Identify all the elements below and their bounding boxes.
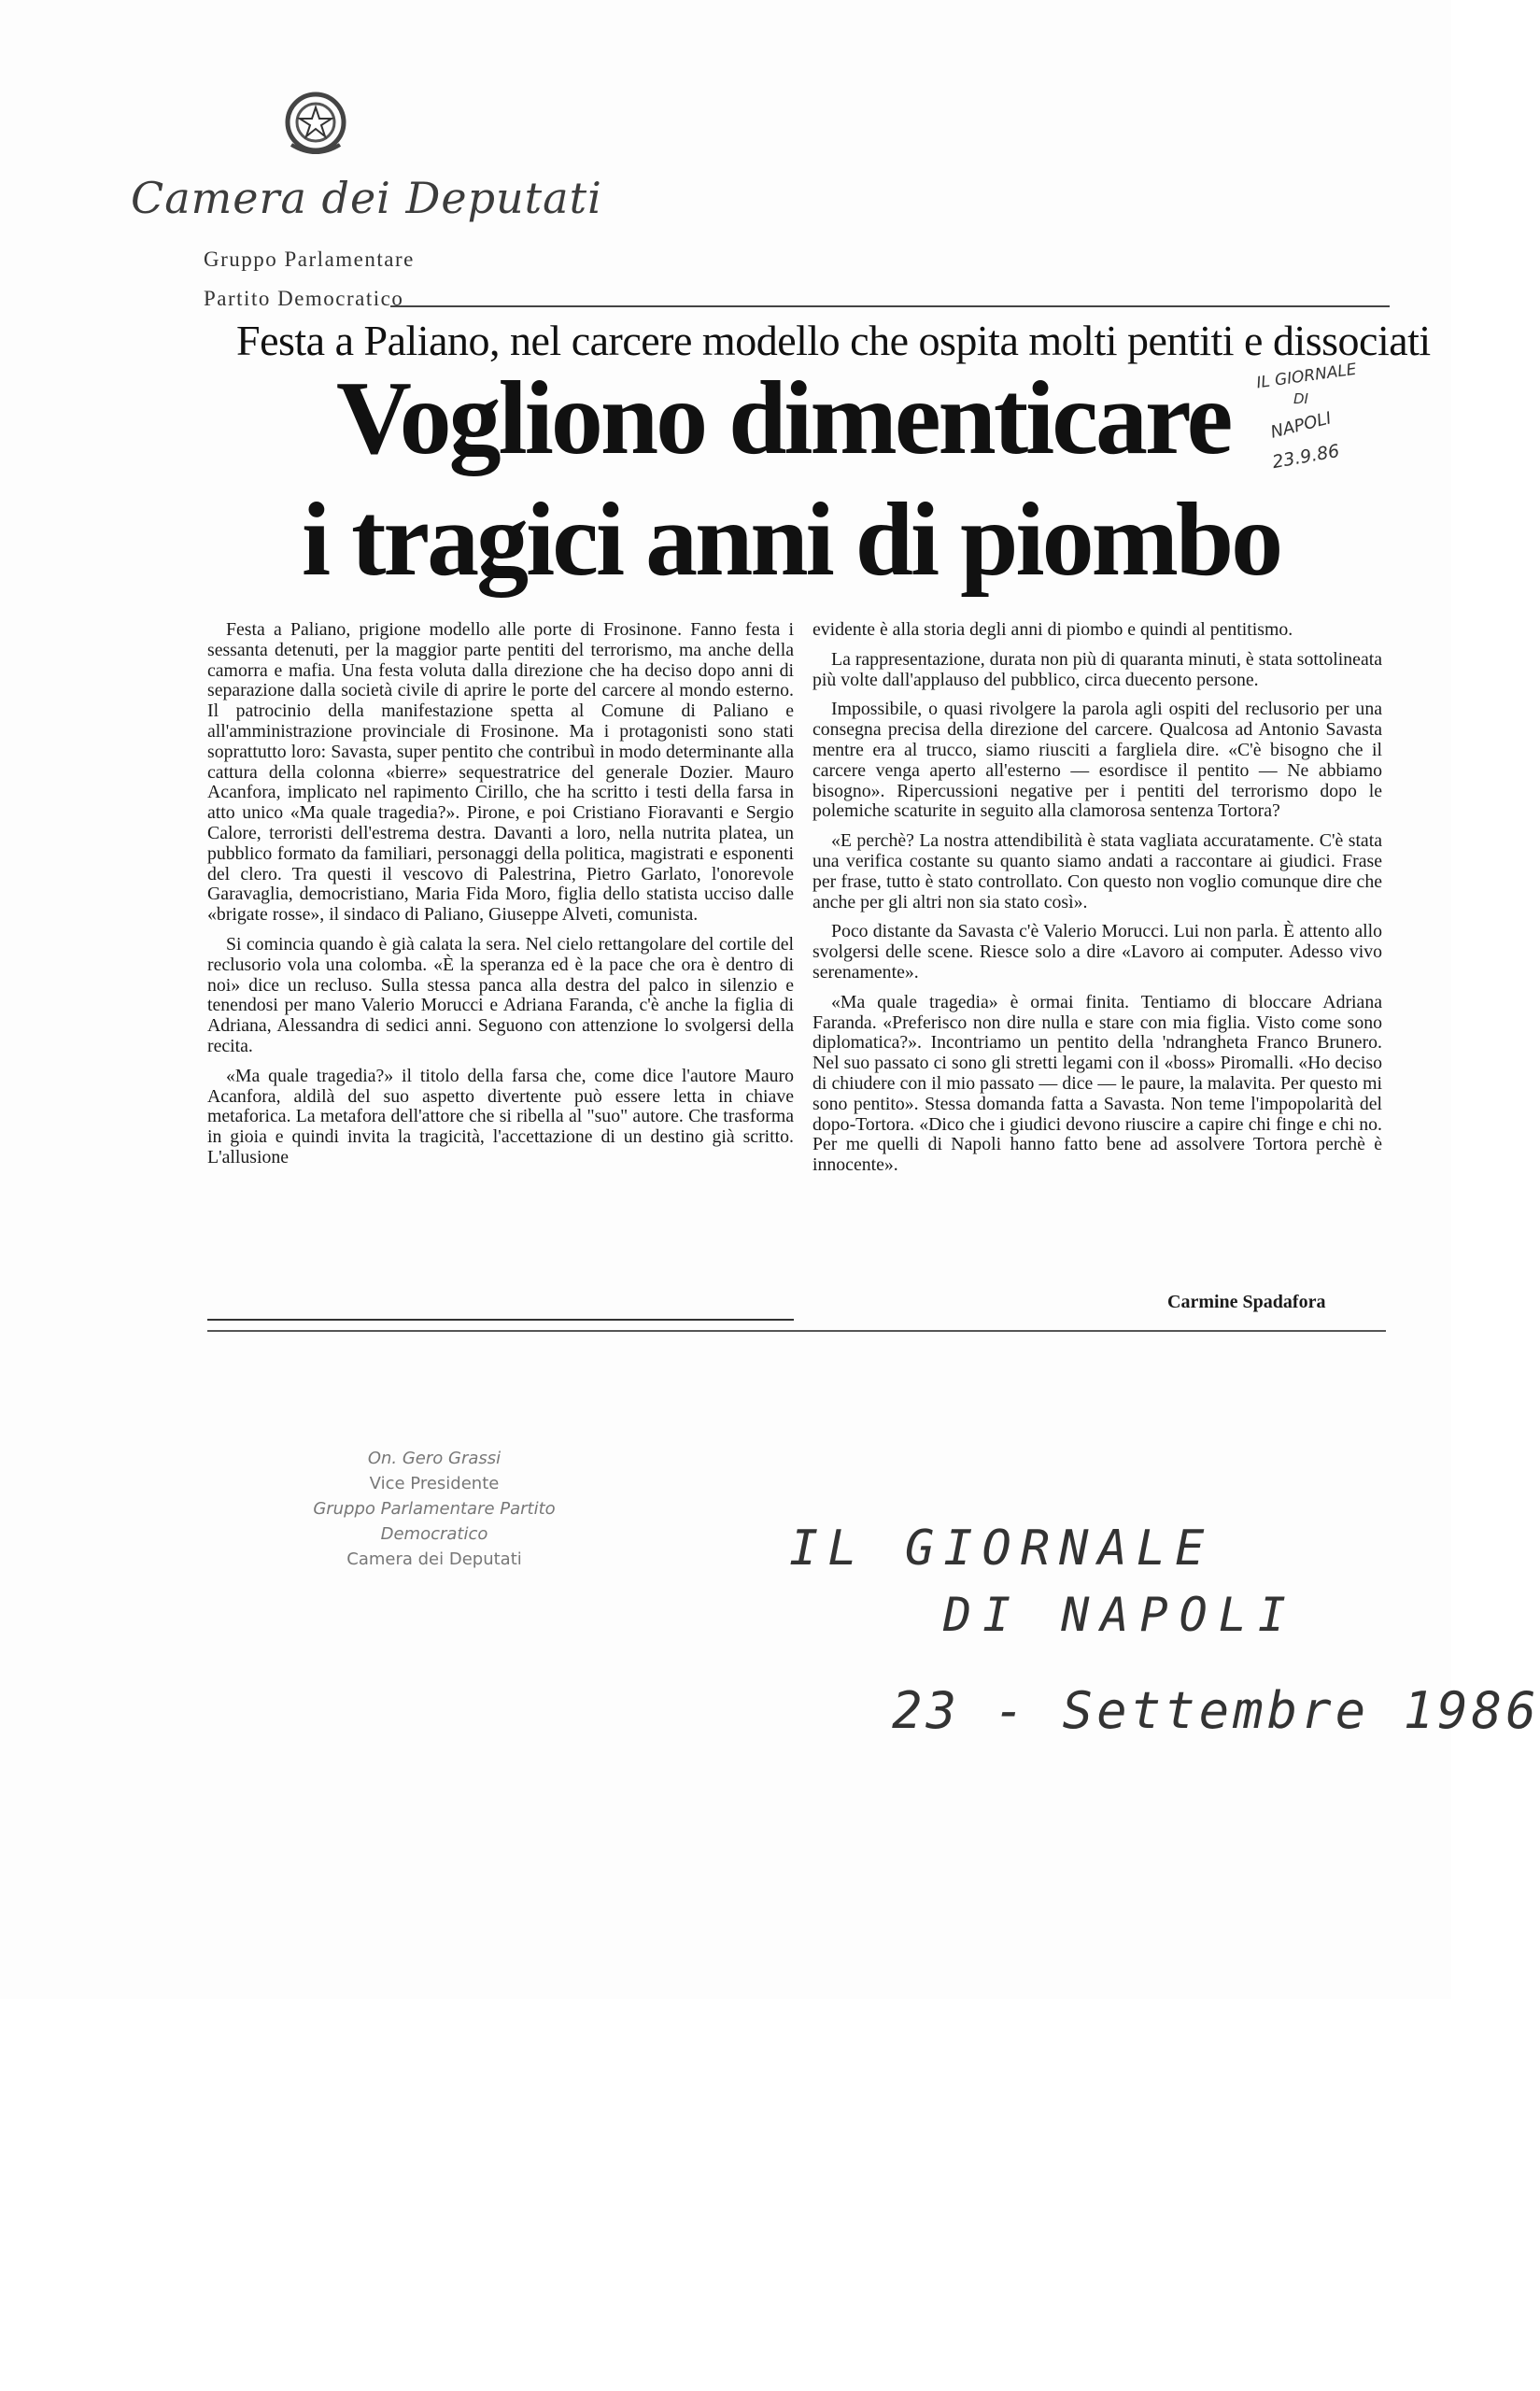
margin-note-newspaper: IL GIORNALE	[1255, 360, 1358, 393]
headline-line-2: i tragici anni di piombo	[302, 482, 1281, 598]
article-right-column	[812, 620, 1382, 1185]
office-stamp	[280, 1446, 588, 1572]
handwritten-newspaper: IL GIORNALE	[789, 1521, 1214, 1577]
paragraph: «E perchè? La nostra attendibilità è stata vagliata accuratamente. C'è stata una verifica costante su quanto siamo andati a raccontare ai giudici. Frase per frase, tutto è stato controllato. Con questo non voglio comunque dire che anche per gli altri non sia stato così».	[812, 830, 1382, 913]
party-name: Partito Democratico	[204, 287, 404, 310]
column-rule	[207, 1319, 794, 1321]
paragraph: Poco distante da Savasta c'è Valerio Morucci. Lui non parla. È attento allo svolgersi delle scene. Riesce solo a dire «Lavoro ai computer. Adesso vivo serenamente».	[812, 921, 1382, 983]
header-rule	[390, 305, 1390, 307]
article-left-column	[207, 620, 794, 1178]
group-name: Gruppo Parlamentare	[204, 248, 415, 271]
italian-republic-emblem-icon	[278, 89, 353, 160]
margin-note-di: DI	[1293, 390, 1308, 407]
stamp-group: Gruppo Parlamentare Partito Democratico	[313, 1499, 556, 1544]
stamp-role: Vice Presidente	[369, 1474, 500, 1493]
paragraph: Festa a Paliano, prigione modello alle porte di Frosinone. Fanno festa i sessanta detenuti, per la maggior parte pentiti del terrorismo, ma anche della camorra e mafia. Una festa voluta dalla direzione che ha deciso dopo anni di separazione dalla società civile di aprire le porte del carcere al mondo esterno. Il patrocinio della manifestazione spetta al Comune di Paliano e all'amministrazione provinciale di Frosinone. Ma i protagonisti sono stati soprattutto loro: Savasta, super pentito che contribuì in modo determinante alla cattura della colonna «bierre» sequestratrice del generale Dozier. Mauro Acanfora, implicato nel rapimento Cirillo, che ha scritto i testi della farsa in atto unico «Ma quale tragedia?». Pirone, e poi Cristiano Fioravanti e Sergio Calore, terroristi dell'estrema destra. Davanti a loro, nella nutrita platea, un pubblico formato da familiari, personaggi della politica, magistrati e esponenti del clero. Tra questi il vescovo di Palestrina, Pietro Garlato, l'onorevole Garavaglia, democristiano, Maria Fida Moro, figlia dello statista ucciso dalle «brigate rosse», il sindaco di Paliano, Giuseppe Alveti, comunista.	[207, 619, 794, 926]
article-kicker: Festa a Paliano, nel carcere modello che ospita molti pentiti e dissociati	[236, 317, 1431, 364]
margin-note-city: NAPOLI	[1268, 408, 1334, 443]
stamp-chamber: Camera dei Deputati	[346, 1549, 522, 1569]
paragraph: Impossibile, o quasi rivolgere la parola agli ospiti del reclusorio per una consegna precisa della direzione del carcere. Qualcosa ad Antonio Savasta mentre era al trucco, siamo riusciti a fargliela dire. «C'è bisogno che il carcere venga aperto all'esterno — esordisce il pentito — Ne abbiamo bisogno». Ripercussioni negative per i pentiti del terrorismo dopo le polemiche scaturite in seguito alla clamorosa sentenza Tortora?	[812, 699, 1382, 822]
paragraph: Si comincia quando è già calata la sera. Nel cielo rettangolare del cortile del reclusorio vola una colomba. «È la speranza ed è la pace che ora è dentro di noi» dice un recluso. Sulla stessa panca alla destra del palco in silenzio e tenendosi per mano Valerio Morucci e Adriana Faranda, c'è anche la figlia di Adriana, Alessandra di sedici anni. Seguono con attenzione lo svolgersi della recita.	[207, 933, 794, 1056]
paragraph: «Ma quale tragedia?» il titolo della farsa che, come dice l'autore Mauro Acanfora, aldilà del suo aspetto divertente può essere letta in chiave metaforica. La metafora dell'attore che si ribella al "suo" autore. Che trasforma in gioia e quindi invita la tragicità, l'accettazione di un destino già scritto. L'allusione	[207, 1065, 794, 1167]
paragraph: «Ma quale tragedia» è ormai finita. Tentiamo di bloccare Adriana Faranda. «Preferisco non dire nulla e stare con mia figlia. Visto come sono diplomatica?». Incontriamo un pentito della 'ndrangheta Franco Brunero. Nel suo passato ci sono gli stretti legami con il «boss» Piromalli. «Ho deciso di chiudere con il mio passato — dice — le paure, la malavita. Per questo mi sono pentito». Stessa domanda fatta a Savasta. Non teme l'impopolarità del dopo-Tortora. «Dico che i giudici devono riuscire a capire chi finge e chi no. Per me quelli di Napoli hanno fatto bene ad assolvere Tortora perchè è innocente».	[812, 991, 1382, 1176]
handwritten-city: DI NAPOLI	[943, 1588, 1297, 1642]
institution-name: Camera dei Deputati	[131, 173, 602, 223]
paragraph: La rappresentazione, durata non più di quaranta minuti, è stata sottolineata più volte dall'applauso del pubblico, circa duecento persone.	[812, 648, 1382, 690]
article-bottom-rule	[207, 1330, 1386, 1332]
paragraph: evidente è alla storia degli anni di piombo e quindi al pentitismo.	[812, 619, 1293, 640]
handwritten-date: 23 - Settembre 1986	[892, 1681, 1540, 1740]
headline-line-1: Vogliono dimenticare	[336, 361, 1231, 476]
stamp-name: On. Gero Grassi	[367, 1449, 502, 1468]
author-signature: Carmine Spadafora	[1167, 1292, 1326, 1312]
margin-note-date: 23.9.86	[1270, 440, 1341, 474]
